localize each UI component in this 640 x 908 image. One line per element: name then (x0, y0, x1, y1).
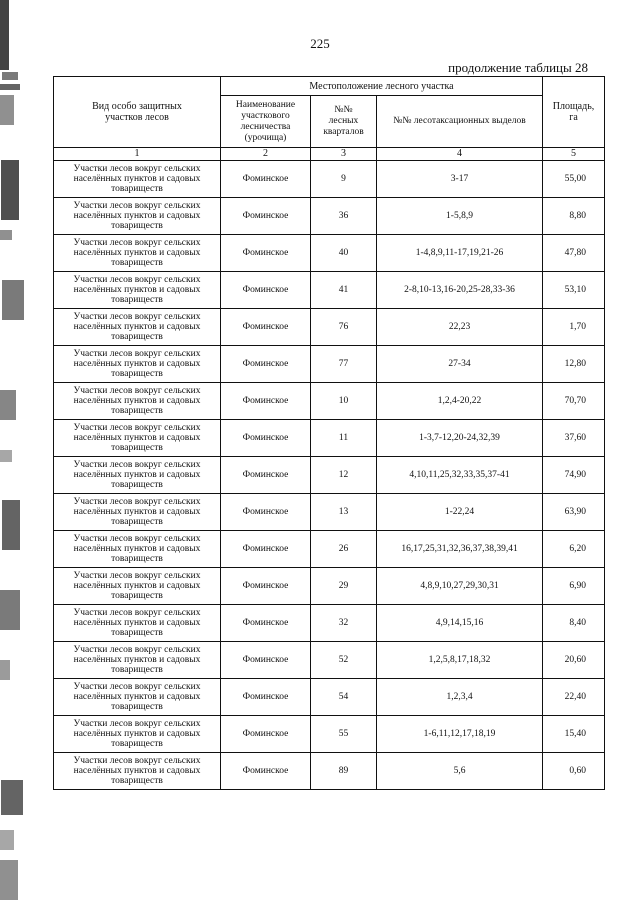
table-row (54, 420, 605, 457)
quarter-cell: 76 (311, 309, 377, 346)
plots-cell: 1,2,5,8,17,18,32 (377, 642, 543, 679)
plot-type-cell: Участки лесов вокруг сельских населённых пунктов и садовых товариществ (54, 346, 221, 383)
table-row (54, 383, 605, 420)
header-forestry-name: Наименование участкового лесничества (урочища) (221, 96, 311, 148)
plot-type-cell: Участки лесов вокруг сельских населённых пунктов и садовых товариществ (54, 309, 221, 346)
forestry-cell: Фоминское (221, 272, 311, 309)
quarter-cell: 13 (311, 494, 377, 531)
plot-type-cell: Участки лесов вокруг сельских населённых пунктов и садовых товариществ (54, 383, 221, 420)
area-cell: 0,60 (543, 753, 605, 790)
area-cell: 47,80 (543, 235, 605, 272)
plot-type-cell: Участки лесов вокруг сельских населённых пунктов и садовых товариществ (54, 235, 221, 272)
forestry-cell: Фоминское (221, 235, 311, 272)
plots-cell: 1,2,3,4 (377, 679, 543, 716)
plot-type-cell: Участки лесов вокруг сельских населённых пунктов и садовых товариществ (54, 420, 221, 457)
column-number: 5 (543, 148, 605, 161)
plot-type-cell: Участки лесов вокруг сельских населённых пунктов и садовых товариществ (54, 494, 221, 531)
column-number: 4 (377, 148, 543, 161)
forestry-cell: Фоминское (221, 420, 311, 457)
area-cell: 22,40 (543, 679, 605, 716)
plots-cell: 4,10,11,25,32,33,35,37-41 (377, 457, 543, 494)
forest-plots-table (53, 76, 605, 790)
forestry-cell: Фоминское (221, 346, 311, 383)
page-number: 225 (310, 36, 330, 51)
table-row (54, 642, 605, 679)
quarter-cell: 32 (311, 605, 377, 642)
forestry-cell: Фоминское (221, 161, 311, 198)
table-row (54, 679, 605, 716)
header-location-group: Местоположение лесного участка (221, 77, 543, 96)
quarter-cell: 89 (311, 753, 377, 790)
plots-cell: 22,23 (377, 309, 543, 346)
plots-cell: 1,2,4-20,22 (377, 383, 543, 420)
quarter-cell: 26 (311, 531, 377, 568)
area-cell: 6,20 (543, 531, 605, 568)
quarter-cell: 40 (311, 235, 377, 272)
table-row (54, 716, 605, 753)
forestry-cell: Фоминское (221, 642, 311, 679)
area-cell: 63,90 (543, 494, 605, 531)
plot-type-cell: Участки лесов вокруг сельских населённых пунктов и садовых товариществ (54, 198, 221, 235)
quarter-cell: 11 (311, 420, 377, 457)
plots-cell: 16,17,25,31,32,36,37,38,39,41 (377, 531, 543, 568)
table-row (54, 494, 605, 531)
quarter-cell: 9 (311, 161, 377, 198)
area-cell: 1,70 (543, 309, 605, 346)
scan-edge-noise (0, 0, 24, 908)
column-number: 2 (221, 148, 311, 161)
area-cell: 70,70 (543, 383, 605, 420)
plot-type-cell: Участки лесов вокруг сельских населённых пунктов и садовых товариществ (54, 605, 221, 642)
quarter-cell: 36 (311, 198, 377, 235)
plots-cell: 1-5,8,9 (377, 198, 543, 235)
plots-cell: 5,6 (377, 753, 543, 790)
table-row (54, 531, 605, 568)
plots-cell: 1-6,11,12,17,18,19 (377, 716, 543, 753)
forestry-cell: Фоминское (221, 531, 311, 568)
column-number: 3 (311, 148, 377, 161)
area-cell: 74,90 (543, 457, 605, 494)
forestry-cell: Фоминское (221, 457, 311, 494)
header-plot-numbers: №№ лесотаксационных выделов (377, 96, 543, 148)
column-number: 1 (54, 148, 221, 161)
quarter-cell: 54 (311, 679, 377, 716)
area-cell: 55,00 (543, 161, 605, 198)
plot-type-cell: Участки лесов вокруг сельских населённых пунктов и садовых товариществ (54, 272, 221, 309)
forestry-cell: Фоминское (221, 753, 311, 790)
plots-cell: 2-8,10-13,16-20,25-28,33-36 (377, 272, 543, 309)
table-row (54, 568, 605, 605)
header-quarter-numbers: №№ лесных кварталов (311, 96, 377, 148)
forestry-cell: Фоминское (221, 494, 311, 531)
plot-type-cell: Участки лесов вокруг сельских населённых пунктов и садовых товариществ (54, 568, 221, 605)
column-number-row (54, 148, 605, 161)
plot-type-cell: Участки лесов вокруг сельских населённых пунктов и садовых товариществ (54, 753, 221, 790)
plots-cell: 1-3,7-12,20-24,32,39 (377, 420, 543, 457)
area-cell: 8,40 (543, 605, 605, 642)
table-row (54, 605, 605, 642)
forestry-cell: Фоминское (221, 605, 311, 642)
header-protective-plot-type: Вид особо защитных участков лесов (54, 77, 221, 148)
table-row (54, 198, 605, 235)
table-row (54, 457, 605, 494)
table-row (54, 309, 605, 346)
quarter-cell: 55 (311, 716, 377, 753)
quarter-cell: 77 (311, 346, 377, 383)
area-cell: 15,40 (543, 716, 605, 753)
table-row (54, 272, 605, 309)
plots-cell: 1-4,8,9,11-17,19,21-26 (377, 235, 543, 272)
quarter-cell: 52 (311, 642, 377, 679)
quarter-cell: 29 (311, 568, 377, 605)
quarter-cell: 10 (311, 383, 377, 420)
plots-cell: 27-34 (377, 346, 543, 383)
forestry-cell: Фоминское (221, 198, 311, 235)
plot-type-cell: Участки лесов вокруг сельских населённых пунктов и садовых товариществ (54, 531, 221, 568)
plots-cell: 3-17 (377, 161, 543, 198)
plots-cell: 4,9,14,15,16 (377, 605, 543, 642)
plots-cell: 4,8,9,10,27,29,30,31 (377, 568, 543, 605)
plot-type-cell: Участки лесов вокруг сельских населённых пунктов и садовых товариществ (54, 716, 221, 753)
plot-type-cell: Участки лесов вокруг сельских населённых пунктов и садовых товариществ (54, 679, 221, 716)
plot-type-cell: Участки лесов вокруг сельских населённых пунктов и садовых товариществ (54, 642, 221, 679)
table-continuation-note: продолжение таблицы 28 (448, 60, 588, 75)
forestry-cell: Фоминское (221, 383, 311, 420)
plots-cell: 1-22,24 (377, 494, 543, 531)
header-area: Площадь, га (543, 77, 605, 148)
area-cell: 37,60 (543, 420, 605, 457)
forestry-cell: Фоминское (221, 568, 311, 605)
area-cell: 53,10 (543, 272, 605, 309)
area-cell: 12,80 (543, 346, 605, 383)
forestry-cell: Фоминское (221, 716, 311, 753)
quarter-cell: 12 (311, 457, 377, 494)
forestry-cell: Фоминское (221, 679, 311, 716)
area-cell: 8,80 (543, 198, 605, 235)
quarter-cell: 41 (311, 272, 377, 309)
forestry-cell: Фоминское (221, 309, 311, 346)
area-cell: 6,90 (543, 568, 605, 605)
table-row (54, 235, 605, 272)
table-row (54, 753, 605, 790)
table-row (54, 161, 605, 198)
plot-type-cell: Участки лесов вокруг сельских населённых пунктов и садовых товариществ (54, 161, 221, 198)
table-row (54, 346, 605, 383)
plot-type-cell: Участки лесов вокруг сельских населённых пунктов и садовых товариществ (54, 457, 221, 494)
area-cell: 20,60 (543, 642, 605, 679)
